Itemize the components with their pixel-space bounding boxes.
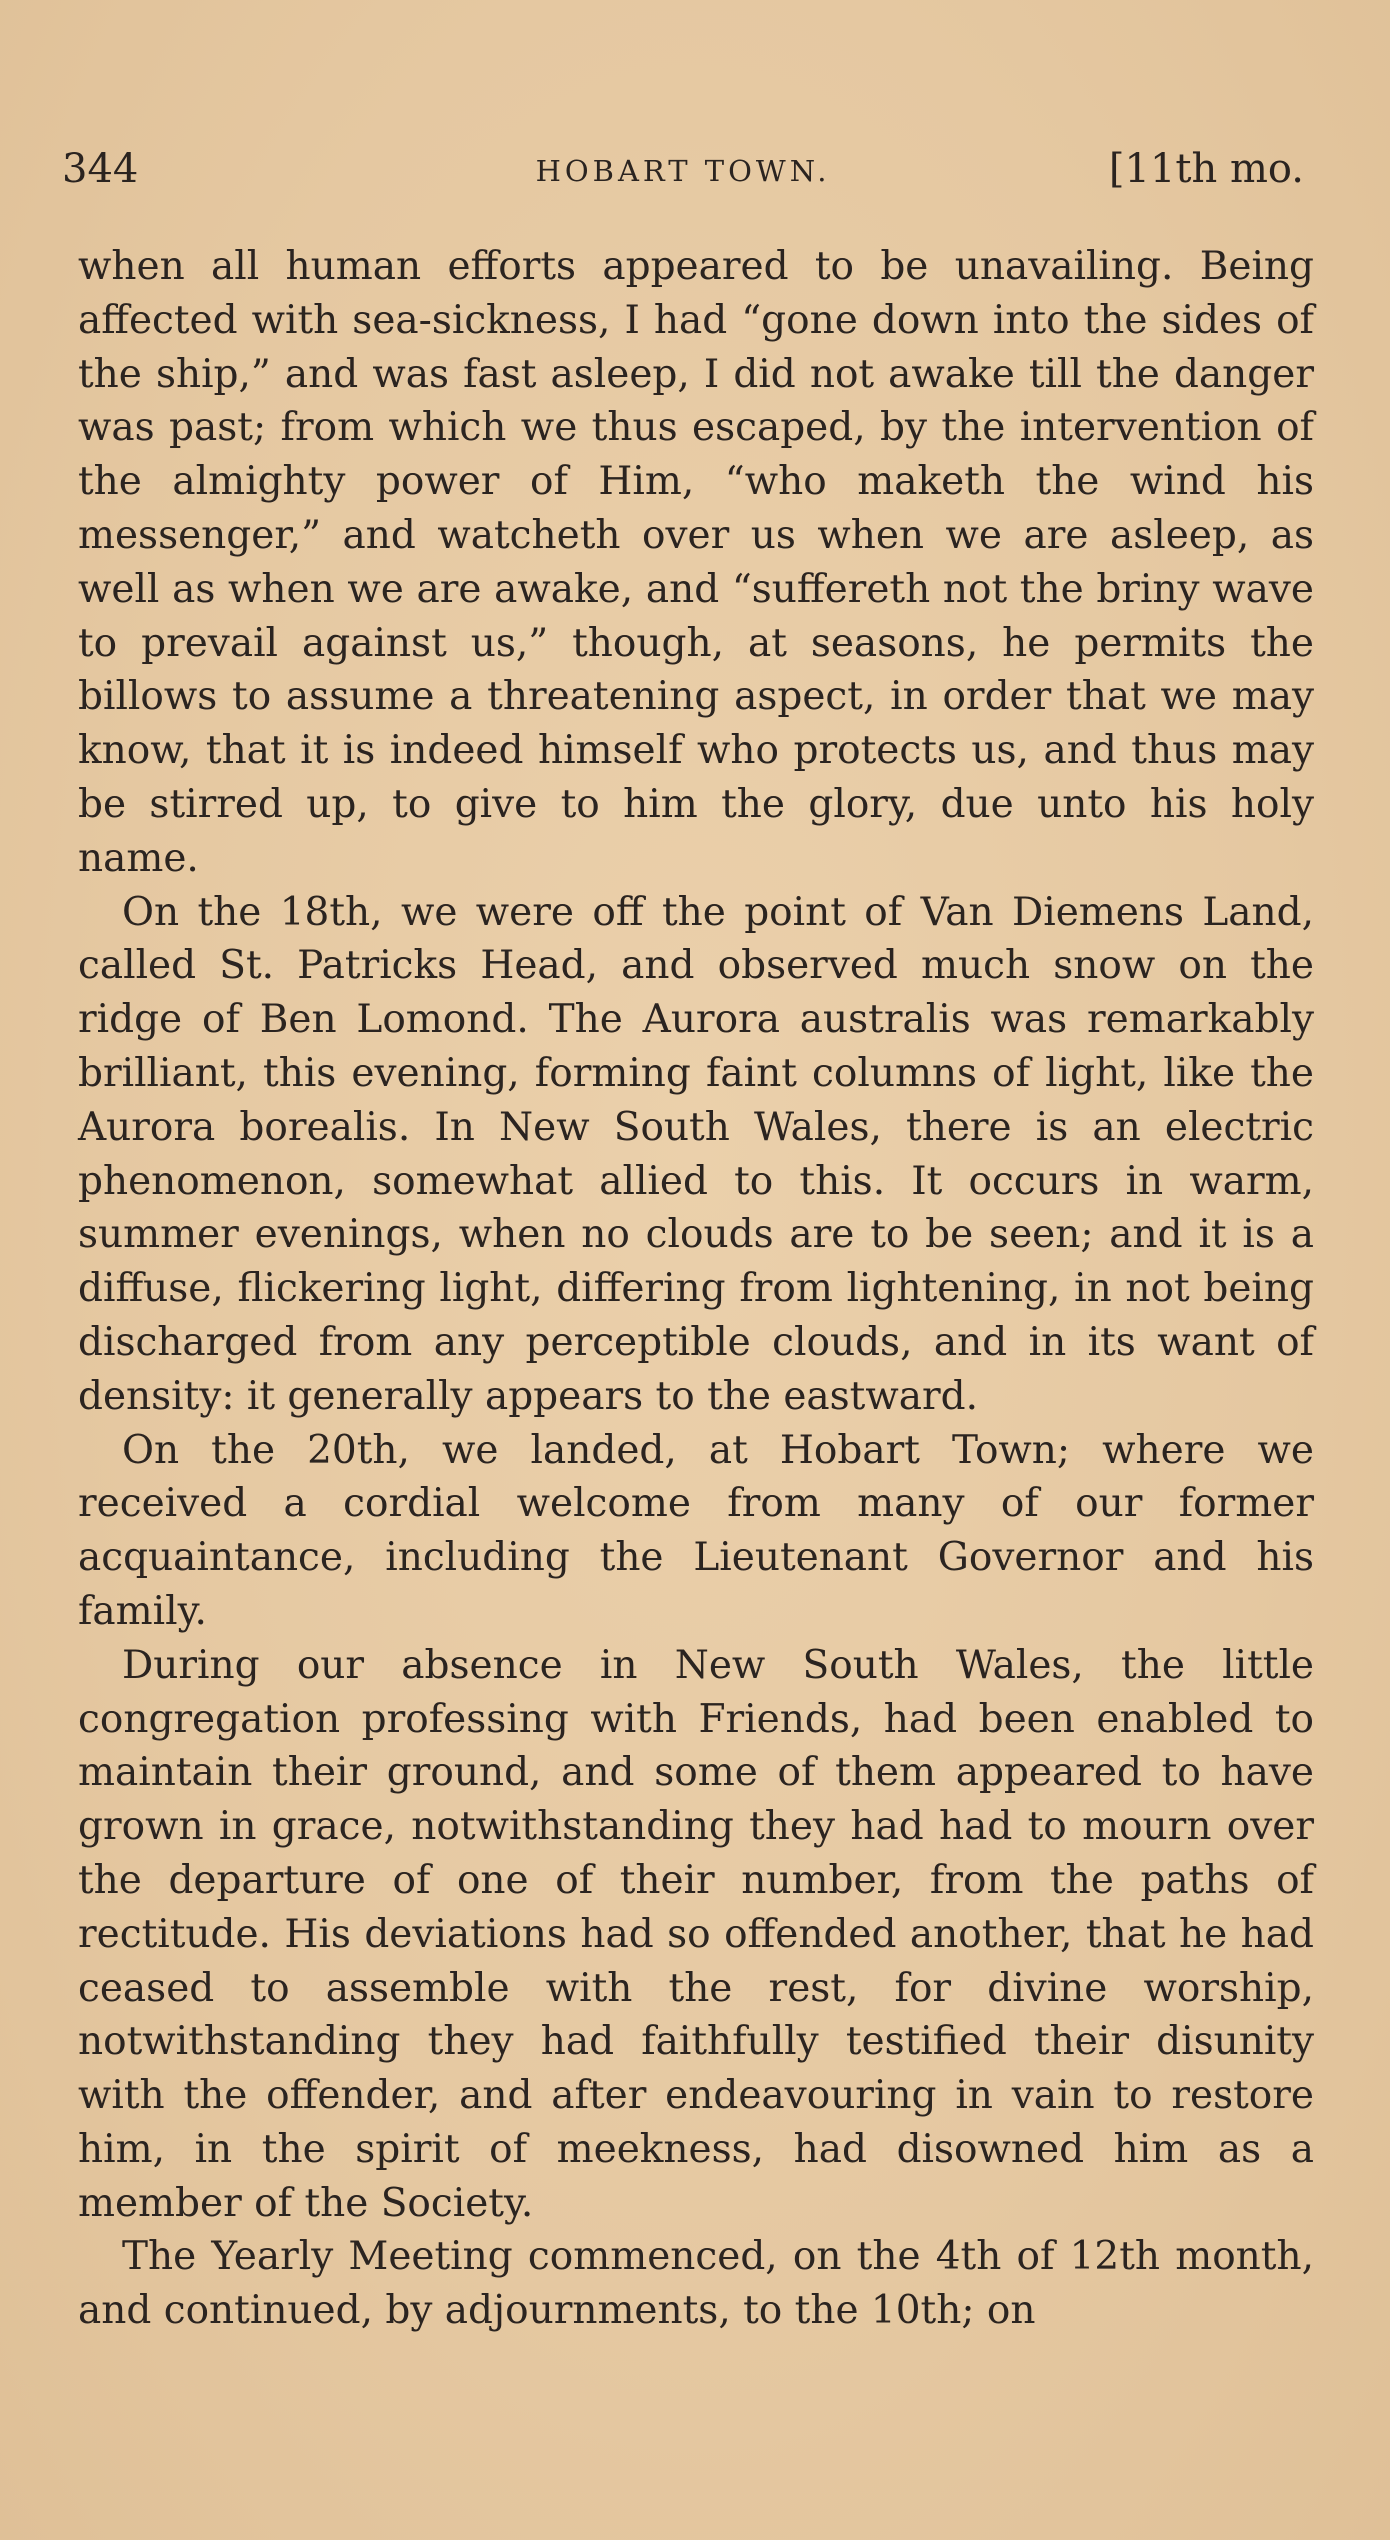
- body-text: [78, 240, 1314, 2338]
- paragraph-2: On the 18th, we were off the point of Van Diemens Land, called St. Patricks Head, and observed much snow on the ridge of Ben Lomond. The Aurora australis was remarkably brilliant, this evening, forming faint columns of light, like the Aurora borealis. In New South Wales, there is an electric phenomenon, somewhat allied to this. It occurs in warm, summer evenings, when no clouds are to be seen; and it is a diffuse, flickering light, differing from lightening, in not being discharged from any perceptible clouds, and in its want of density: it generally appears to the eastward.: [78, 889, 1314, 1419]
- running-month: [11th mo.: [1108, 146, 1304, 192]
- page-number: 344: [62, 146, 139, 192]
- running-title: HOBART TOWN.: [535, 154, 831, 188]
- paragraph-1: when all human efforts appeared to be unavailing. Being affected with sea-sickness, I had “gone down into the sides of the ship,” and was fast asleep, I did not awake till the danger was past; from which we thus escaped, by the intervention of the almighty power of Him, “who maketh the wind his messenger,” and watcheth over us when we are asleep, as well as when we are awake, and “suffereth not the briny wave to prevail against us,” though, at seasons, he permits the billows to assume a threatening aspect, in order that we may know, that it is indeed himself who protects us, and thus may be stirred up, to give to him the glory, due unto his holy name.: [78, 244, 1314, 881]
- paragraph-5: The Yearly Meeting commenced, on the 4th of 12th month, and continued, by adjournments, to the 10th; on: [78, 2234, 1314, 2334]
- paragraph-4: During our absence in New South Wales, the little congregation professing with Friends, had been enabled to maintain their ground, and some of them appeared to have grown in grace, notwithstanding they had had to mourn over the departure of one of their number, from the paths of rectitude. His deviations had so offended another, that he had ceased to assemble with the rest, for divine worship, notwithstanding they had faithfully testified their disunity with the offender, and after endeavouring in vain to restore him, in the spirit of meekness, had disowned him as a member of the Society.: [78, 1642, 1314, 2226]
- paragraph-3: On the 20th, we landed, at Hobart Town; where we received a cordial welcome from many of our former acquaintance, including the Lieutenant Governor and his family.: [78, 1427, 1314, 1634]
- running-head: [62, 146, 1304, 206]
